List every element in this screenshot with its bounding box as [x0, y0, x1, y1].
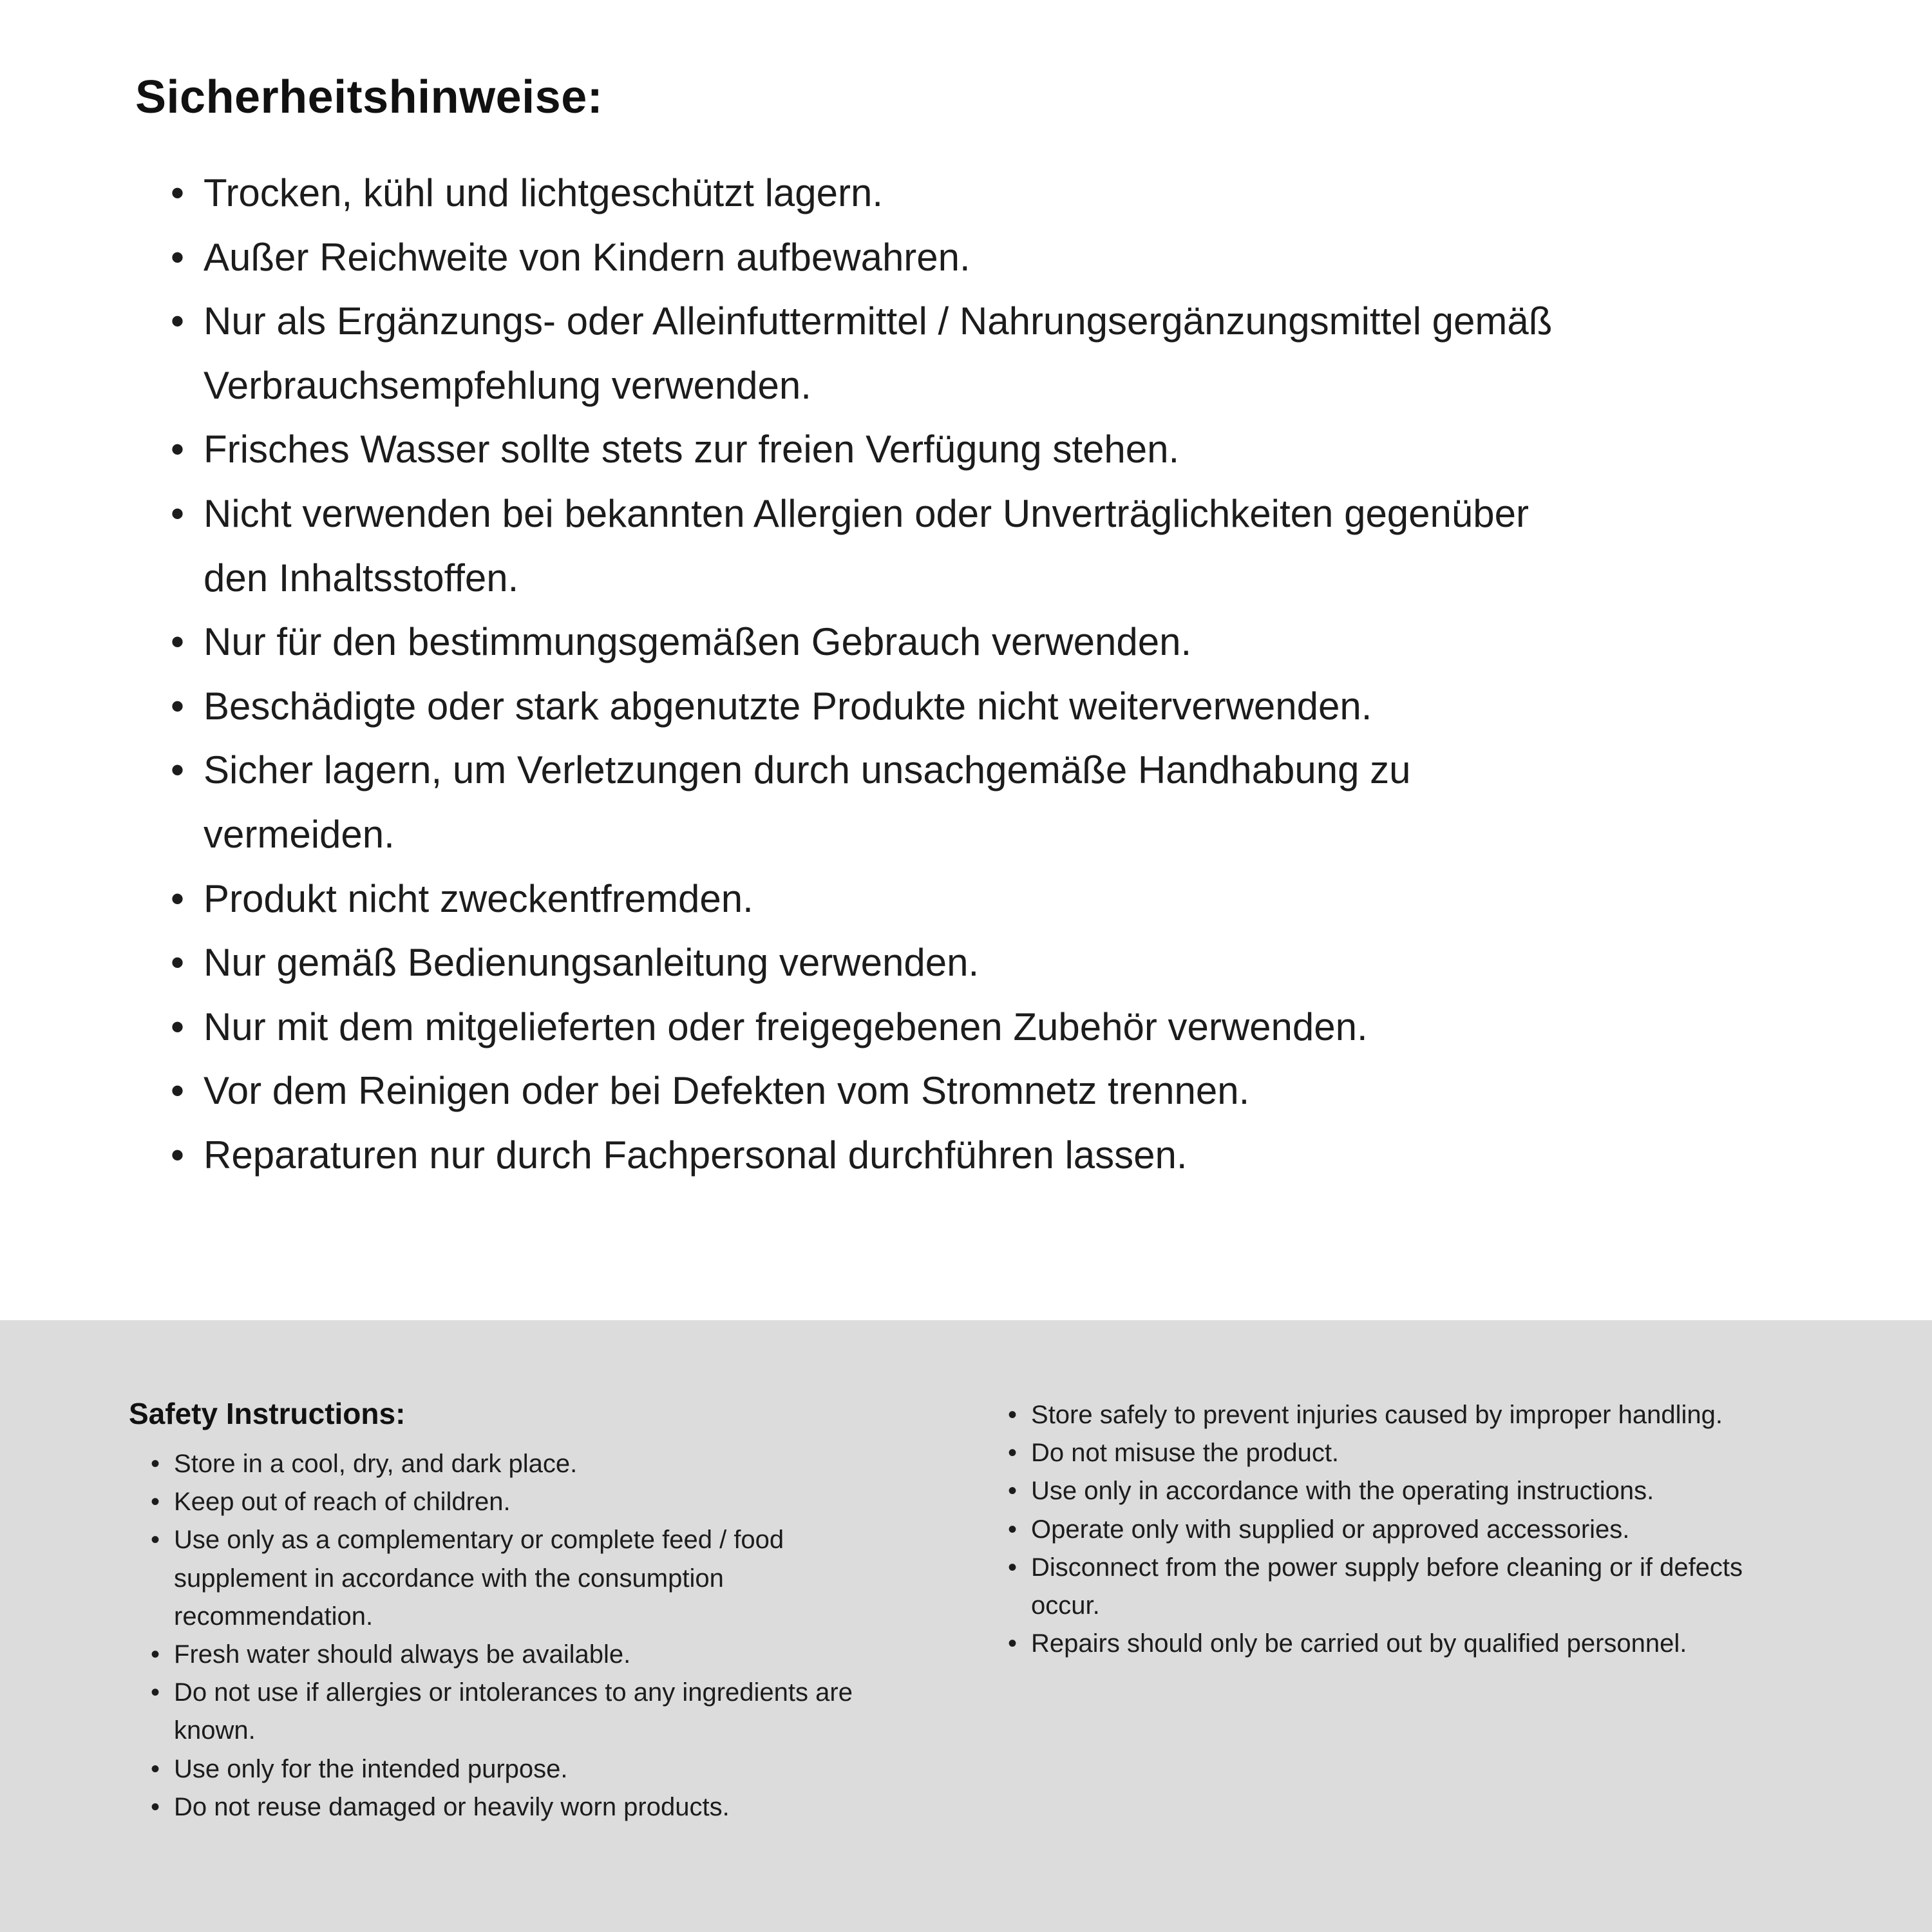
bullet-icon: •	[151, 1526, 160, 1555]
bullet-icon: •	[151, 1792, 160, 1821]
list-item	[151, 1483, 937, 1521]
list-item-text: Do not misuse the product.	[1031, 1439, 1340, 1468]
list-item-text: Außer Reichweite von Kindern aufbewahren.	[204, 235, 971, 279]
list-item-text: Store safely to prevent injuries caused by improper handling.	[1031, 1401, 1723, 1429]
english-section	[0, 1320, 1932, 1932]
bullet-icon: •	[151, 1640, 160, 1669]
list-item	[171, 1123, 1842, 1188]
list-item	[171, 738, 1842, 866]
bullet-icon: •	[171, 684, 185, 728]
list-item-text: Reparaturen nur durch Fachpersonal durchführen lassen.	[204, 1133, 1188, 1177]
list-item-text: Sicher lagern, um Verletzungen durch unsachgemäße Handhabung zu vermeiden.	[204, 748, 1411, 856]
list-item-text: Use only as a complementary or complete feed / food supplement in accordance with the consumption recommendation.	[174, 1526, 784, 1631]
bullet-icon: •	[171, 876, 185, 920]
bullet-icon: •	[1008, 1515, 1018, 1544]
list-item	[1008, 1625, 1816, 1663]
list-item-text: Do not reuse damaged or heavily worn products.	[174, 1792, 730, 1821]
list-item	[151, 1750, 937, 1788]
list-item-text: Store in a cool, dry, and dark place.	[174, 1450, 578, 1478]
list-item-text: Use only in accordance with the operating instructions.	[1031, 1477, 1654, 1506]
bullet-icon: •	[171, 299, 185, 343]
list-item-text: Do not use if allergies or intolerances to any ingredients are known.	[174, 1678, 853, 1745]
english-right-list	[1008, 1396, 1816, 1663]
bullet-icon: •	[171, 941, 185, 985]
list-item	[1008, 1434, 1816, 1472]
list-item	[1008, 1549, 1816, 1625]
bullet-icon: •	[1008, 1553, 1018, 1582]
list-item	[171, 610, 1842, 674]
list-item-text: Nur als Ergänzungs- oder Alleinfuttermittel / Nahrungsergänzungsmittel gemäß Verbrauchsempfehlung verwenden.	[204, 299, 1553, 407]
bullet-icon: •	[1008, 1439, 1018, 1468]
bullet-icon: •	[1008, 1477, 1018, 1506]
list-item-text: Fresh water should always be available.	[174, 1640, 631, 1669]
list-item	[1008, 1472, 1816, 1510]
list-item-text: Nicht verwenden bei bekannten Allergien oder Unverträglichkeiten gegenüber den Inhaltsstoffen.	[204, 491, 1530, 600]
list-item	[151, 1521, 937, 1636]
list-item-text: Beschädigte oder stark abgenutzte Produkte nicht weiterverwenden.	[204, 684, 1372, 728]
list-item-text: Nur mit dem mitgelieferten oder freigegebenen Zubehör verwenden.	[204, 1005, 1368, 1048]
list-item-text: Nur für den bestimmungsgemäßen Gebrauch verwenden.	[204, 620, 1192, 664]
list-item	[151, 1788, 937, 1826]
list-item-text: Keep out of reach of children.	[174, 1488, 511, 1517]
list-item-text: Use only for the intended purpose.	[174, 1754, 568, 1783]
list-item-text: Vor dem Reinigen oder bei Defekten vom Stromnetz trennen.	[204, 1069, 1250, 1113]
bullet-icon: •	[171, 620, 185, 664]
bullet-icon: •	[1008, 1401, 1018, 1429]
bullet-icon: •	[171, 428, 185, 471]
bullet-icon: •	[171, 748, 185, 792]
bullet-icon: •	[151, 1678, 160, 1707]
list-item	[151, 1674, 937, 1750]
list-item	[1008, 1511, 1816, 1549]
bullet-icon: •	[151, 1450, 160, 1478]
list-item	[1008, 1396, 1816, 1434]
list-item-text: Repairs should only be carried out by qualified personnel.	[1031, 1629, 1687, 1658]
list-item	[171, 482, 1842, 610]
list-item	[171, 161, 1842, 225]
list-item-text: Trocken, kühl und lichtgeschützt lagern.	[204, 171, 884, 214]
english-left-list	[129, 1445, 937, 1826]
list-item	[171, 225, 1842, 290]
bullet-icon: •	[171, 171, 185, 214]
list-item-text: Produkt nicht zweckentfremden.	[204, 876, 753, 920]
bullet-icon: •	[171, 491, 185, 535]
bullet-icon: •	[171, 235, 185, 279]
english-title: Safety Instructions:	[129, 1397, 406, 1430]
bullet-icon: •	[171, 1133, 185, 1177]
list-item	[171, 1059, 1842, 1123]
list-item-text: Operate only with supplied or approved accessories.	[1031, 1515, 1630, 1544]
bullet-icon: •	[1008, 1629, 1018, 1658]
list-item-text: Nur gemäß Bedienungsanleitung verwenden.	[204, 941, 980, 985]
bullet-icon: •	[171, 1069, 185, 1113]
list-item	[171, 995, 1842, 1059]
list-item	[171, 289, 1842, 417]
list-item-text: Frisches Wasser sollte stets zur freien Verfügung stehen.	[204, 428, 1180, 471]
bullet-icon: •	[151, 1488, 160, 1517]
german-title: Sicherheitshinweise:	[135, 71, 603, 123]
german-list	[135, 161, 1842, 1188]
list-item	[171, 931, 1842, 995]
list-item-text: Disconnect from the power supply before cleaning or if defects occur.	[1031, 1553, 1743, 1620]
list-item	[171, 867, 1842, 931]
list-item	[171, 417, 1842, 482]
list-item	[151, 1636, 937, 1674]
bullet-icon: •	[151, 1754, 160, 1783]
english-right-column	[1008, 1396, 1816, 1932]
list-item	[171, 674, 1842, 739]
english-left-column	[129, 1396, 937, 1932]
bullet-icon: •	[171, 1005, 185, 1048]
list-item	[151, 1445, 937, 1483]
